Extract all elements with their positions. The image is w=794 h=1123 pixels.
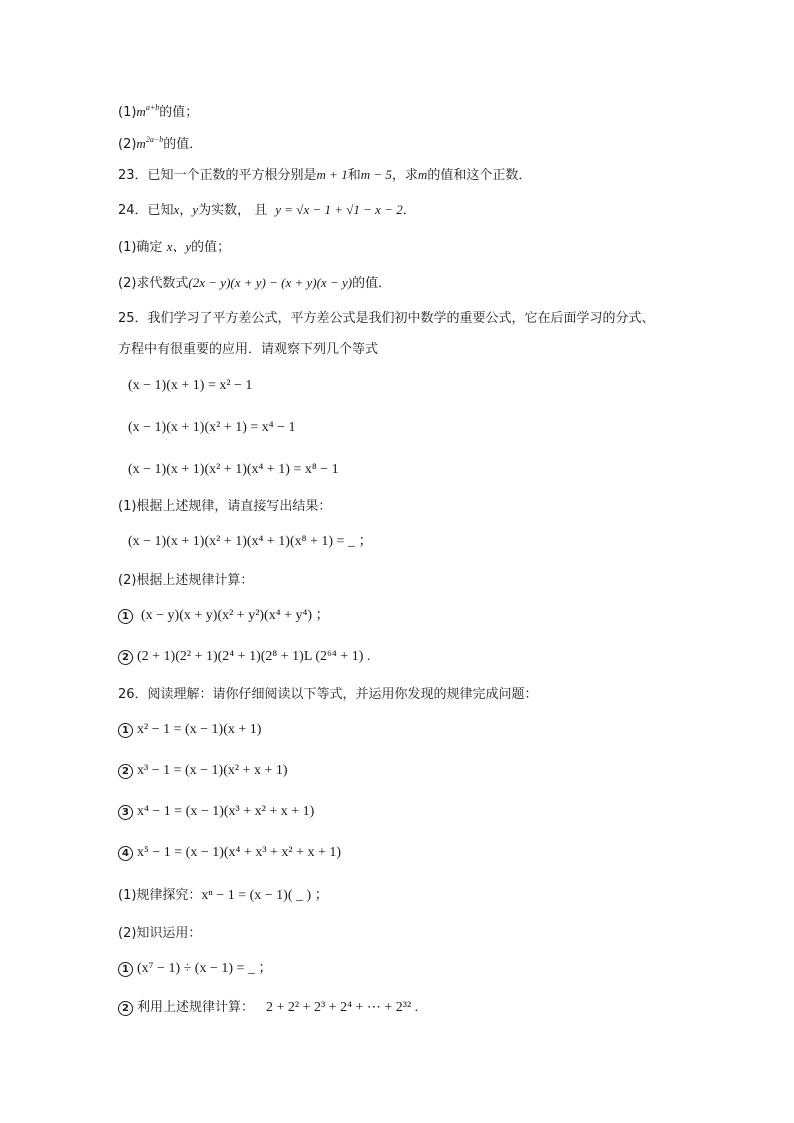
- q26-part2-item1-expression: (x⁷ − 1) ÷ (x − 1) = _ ；: [137, 961, 273, 976]
- q25-part2: (2)根据上述规律计算：: [118, 573, 254, 588]
- q23-text: ，求: [391, 168, 418, 183]
- q25-equation-1: (x − 1)(x + 1) = x² − 1: [128, 378, 253, 393]
- circled-number: 2: [118, 764, 133, 779]
- part-text: 的值；: [159, 105, 199, 120]
- q24-expression: (2x − y)(x + y) − (x + y)(x − y): [188, 275, 353, 290]
- q24-vars: x、y: [166, 239, 192, 254]
- q24-text: 为实数， 且: [198, 203, 268, 218]
- q26-item1-expression: x² − 1 = (x − 1)(x + 1): [137, 722, 262, 737]
- circled-number: 1: [118, 962, 133, 977]
- q25-part1-expression: (x − 1)(x + 1)(x² + 1)(x⁴ + 1)(x⁸ + 1) = _ ；: [128, 534, 373, 549]
- q24-var-x: x: [173, 202, 180, 217]
- math-base: m: [136, 104, 146, 119]
- part-text: 的值；: [191, 240, 231, 255]
- circled-number: 2: [118, 650, 133, 665]
- q26-part2-item1: [118, 960, 272, 978]
- part-text: 利用上述规律计算：: [137, 1000, 255, 1015]
- part-text: (2)求代数式: [118, 276, 189, 291]
- circled-number: 1: [118, 609, 133, 624]
- q22-part2: [118, 135, 202, 154]
- math-exponent: 2a−b: [145, 135, 164, 144]
- q24-var-y: y: [192, 202, 199, 217]
- q25-part1: (1)根据上述规律，请直接写出结果：: [118, 499, 332, 514]
- q26-item3-expression: x⁴ − 1 = (x − 1)(x³ + x² + x + 1): [137, 804, 315, 819]
- q25-item1-expression: (x − y)(x + y)(x² + y²)(x⁴ + y⁴) ；: [141, 608, 330, 623]
- q26-item-2: [118, 762, 288, 780]
- q25-item2-expression: (2 + 1)(2² + 1)(2⁴ + 1)(2⁸ + 1)L (2⁶⁴ + 1) .: [137, 649, 371, 664]
- q26-part2-item2-expression: 2 + 2² + 2³ + 2⁴ + ⋯ + 2³² .: [266, 1000, 419, 1015]
- q26-item4-expression: x⁵ − 1 = (x − 1)(x⁴ + x³ + x² + x + 1): [137, 845, 342, 860]
- circled-number: 4: [118, 846, 133, 861]
- q25-equation-2: (x − 1)(x + 1)(x² + 1) = x⁴ − 1: [128, 420, 296, 435]
- math-exponent: a+b: [145, 103, 160, 112]
- q23-text: 和: [347, 168, 361, 183]
- q25-equation-3: (x − 1)(x + 1)(x² + 1)(x⁴ + 1) = x⁸ − 1: [128, 462, 339, 477]
- q24-text: ．: [402, 203, 416, 218]
- part-label: (2): [118, 137, 137, 152]
- q23-text: 23．已知一个正数的平方根分别是: [118, 168, 317, 183]
- q25-part2-item2: [118, 648, 370, 666]
- part-text: (1)规律探究：: [118, 888, 202, 903]
- q26-part1-expression: xⁿ − 1 = (x − 1)( _ ) ；: [201, 888, 329, 903]
- question-23: [118, 166, 531, 185]
- question-24: [118, 201, 416, 220]
- q24-text: ，: [179, 203, 193, 218]
- q26-part1: [118, 887, 329, 905]
- part-text: 的值．: [163, 137, 203, 152]
- math-base: m: [136, 136, 146, 151]
- q24-part1: [118, 238, 230, 257]
- q24-equation: y = √x − 1 + √1 − x − 2: [275, 202, 403, 217]
- q26-intro: 26．阅读理解：请你仔细阅读以下等式，并运用你发现的规律完成问题：: [118, 687, 538, 702]
- q23-expr-m-minus-5: m − 5: [360, 167, 392, 182]
- q24-part2: [118, 274, 391, 293]
- circled-number: 3: [118, 805, 133, 820]
- part-text: 的值．: [352, 276, 392, 291]
- circled-number: 2: [118, 1001, 133, 1016]
- q25-intro-line2: 方程中有很重要的应用．请观察下列几个等式: [118, 342, 379, 357]
- q26-item-3: [118, 803, 314, 821]
- q25-part2-item1: [118, 607, 330, 625]
- q26-item-4: [118, 844, 341, 862]
- circled-number: 1: [118, 723, 133, 738]
- q26-item2-expression: x³ − 1 = (x − 1)(x² + x + 1): [137, 763, 288, 778]
- q23-expr-m-plus-1: m + 1: [316, 167, 348, 182]
- q26-item-1: [118, 721, 261, 739]
- q23-text: 的值和这个正数．: [427, 168, 532, 183]
- q25-intro-line1: 25．我们学习了平方差公式，平方差公式是我们初中数学的重要公式，它在后面学习的分式、: [118, 311, 655, 326]
- q23-expr-m: m: [417, 167, 428, 182]
- part-text: (1)确定: [118, 240, 167, 255]
- q24-text: 24．已知: [118, 203, 174, 218]
- part-label: (1): [118, 105, 137, 120]
- q26-part2-item2: [118, 999, 418, 1017]
- q26-part2: (2)知识运用：: [118, 926, 202, 941]
- q22-part1: [118, 103, 198, 122]
